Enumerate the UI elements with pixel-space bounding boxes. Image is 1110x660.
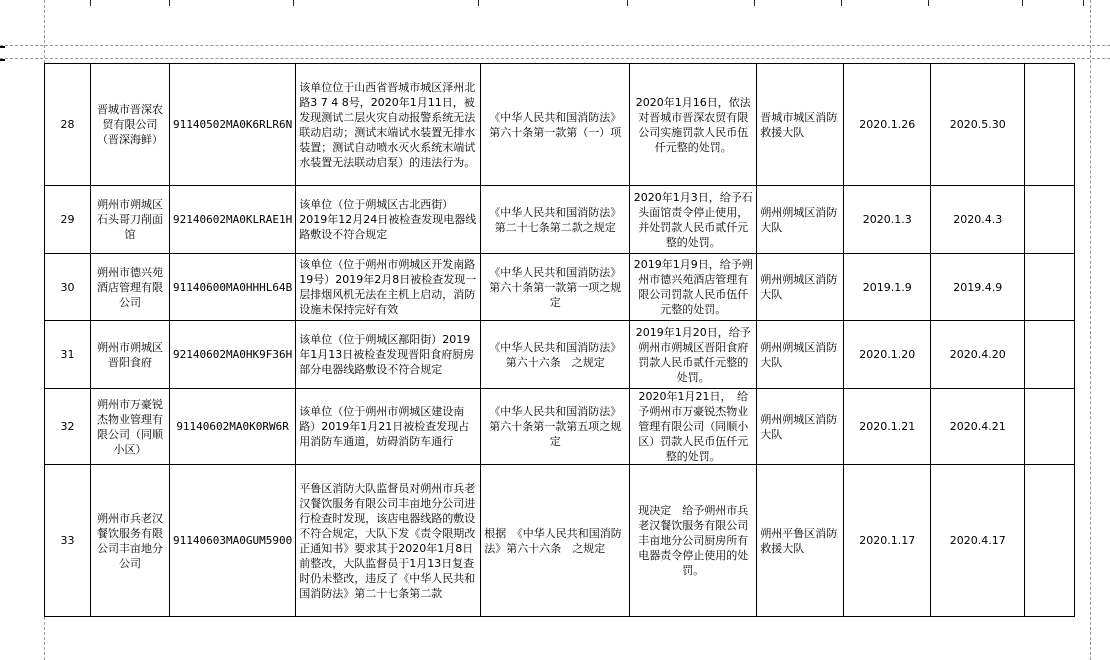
row-number: 28	[45, 64, 91, 186]
margin-marker	[0, 46, 5, 48]
decision-date: 2020.1.3	[844, 186, 931, 254]
authority: 晋城市城区消防救援大队	[757, 64, 844, 186]
ruler-tick	[478, 0, 479, 6]
decision-date: 2020.1.21	[844, 389, 931, 465]
decision-date: 2020.1.26	[844, 64, 931, 186]
violation-facts: 该单位位于山西省晋城市城区泽州北路3 7 4 8号，2020年1月11日，被发现测试二层火灾自动报警系统无法联动启动；测试末端试水装置无排水装置；测试自动喷水灭火系统末端试水装置无法联动启泵）的违法行为。	[296, 64, 481, 186]
authority: 朔州朔城区消防大队	[757, 186, 844, 254]
credit-code: 91140502MA0K6RLR6N	[170, 64, 296, 186]
authority: 朔州朔城区消防大队	[757, 321, 844, 389]
expiry-date: 2020.4.21	[931, 389, 1025, 465]
empty-cell	[1025, 64, 1075, 186]
violation-facts: 该单位（位于朔城区鄯阳街）2019年1月13日被检查发现晋阳食府厨房部分电器线路敷设不符合规定	[296, 321, 481, 389]
violation-facts: 该单位（位于朔州市朔城区建设南路）2019年1月21日被检查发现占用消防车通道，妨碍消防车通行	[296, 389, 481, 465]
ruler-tick	[841, 0, 842, 6]
expiry-date: 2020.4.3	[931, 186, 1025, 254]
legal-basis: 《中华人民共和国消防法》第二十七条第二款之规定	[481, 186, 630, 254]
entity-name: 晋城市晋深农贸有限公司（晋深海鲜）	[91, 64, 170, 186]
ruler-tick	[754, 0, 755, 6]
row-number: 29	[45, 186, 91, 254]
row-number: 31	[45, 321, 91, 389]
credit-code: 92140602MA0KLRAE1H	[170, 186, 296, 254]
penalty-decision: 现决定 给予朔州市兵老汉餐饮服务有限公司丰亩地分公司厨房所有电器责令停止使用的处罚。	[630, 465, 757, 617]
decision-date: 2020.1.17	[844, 465, 931, 617]
penalty-decision: 2019年1月9日，给予朔州市德兴苑酒店管理有限公司罚款人民币伍仟元整的处罚。	[630, 254, 757, 321]
violation-facts: 平鲁区消防大队监督员对朔州市兵老汉餐饮服务有限公司丰亩地分公司进行检查时发现，该店电器线路的敷设不符合规定，大队下发《责令限期改正通知书》要求其于2020年1月8日前整改，大队监督员于1月13日复查时仍未整改，违反了《中华人民共和国消防法》第二十七条第二款	[296, 465, 481, 617]
decision-date: 2020.1.20	[844, 321, 931, 389]
legal-basis: 《中华人民共和国消防法》第六十条第一款第一项之规定	[481, 254, 630, 321]
legal-basis: 《中华人民共和国消防法》第六十条第一款第（一）项	[481, 64, 630, 186]
penalty-decision: 2020年1月16日，依法对晋城市晋深农贸有限公司实施罚款人民币伍仟元整的处罚。	[630, 64, 757, 186]
credit-code: 91140603MA0GUM5900	[170, 465, 296, 617]
page-margin-line	[1090, 0, 1091, 660]
table-row	[45, 465, 1075, 617]
ruler-tick	[293, 0, 294, 6]
credit-code: 91140600MA0HHHL64B	[170, 254, 296, 321]
table-row	[45, 389, 1075, 465]
empty-cell	[1025, 321, 1075, 389]
expiry-date: 2020.5.30	[931, 64, 1025, 186]
ruler-tick	[1022, 0, 1023, 6]
credit-code: 92140602MA0HK9F36H	[170, 321, 296, 389]
authority: 朔州平鲁区消防救援大队	[757, 465, 844, 617]
margin-marker	[0, 59, 5, 61]
penalty-decision: 2020年1月21日， 给予朔州市万豪锐杰物业管理有限公司（同顺小区）罚款人民币伍仟元整的处罚。	[630, 389, 757, 465]
violation-facts: 该单位（位于朔城区古北西街）2019年12月24日被检查发现电器线路敷设不符合规定	[296, 186, 481, 254]
expiry-date: 2019.4.9	[931, 254, 1025, 321]
row-number: 30	[45, 254, 91, 321]
ruler-tick	[1083, 0, 1084, 6]
ruler-tick	[627, 0, 628, 6]
page-break-line	[0, 45, 1110, 46]
empty-cell	[1025, 186, 1075, 254]
page-break-line	[0, 58, 1110, 59]
legal-basis: 《中华人民共和国消防法》第六十条第一款第五项之规定	[481, 389, 630, 465]
entity-name: 朔州市朔城区石头哥刀削面馆	[91, 186, 170, 254]
row-number: 33	[45, 465, 91, 617]
entity-name: 朔州市德兴苑酒店管理有限公司	[91, 254, 170, 321]
empty-cell	[1025, 254, 1075, 321]
penalty-table	[44, 63, 1075, 617]
expiry-date: 2020.4.17	[931, 465, 1025, 617]
legal-basis: 根据 《中华人民共和国消防法》第六十六条 之规定	[481, 465, 630, 617]
ruler-tick	[169, 0, 170, 6]
table-row	[45, 321, 1075, 389]
ruler-tick	[928, 0, 929, 6]
row-number: 32	[45, 389, 91, 465]
authority: 朔州朔城区消防大队	[757, 254, 844, 321]
empty-cell	[1025, 389, 1075, 465]
expiry-date: 2020.4.20	[931, 321, 1025, 389]
ruler-tick	[90, 0, 91, 6]
entity-name: 朔州市兵老汉餐饮服务有限公司丰亩地分公司	[91, 465, 170, 617]
entity-name: 朔州市朔城区晋阳食府	[91, 321, 170, 389]
credit-code: 91140602MA0K0RW6R	[170, 389, 296, 465]
penalty-decision: 2019年1月20日，给予朔州市朔城区晋阳食府罚款人民币贰仟元整的处罚。	[630, 321, 757, 389]
empty-cell	[1025, 465, 1075, 617]
decision-date: 2019.1.9	[844, 254, 931, 321]
table-row	[45, 186, 1075, 254]
entity-name: 朔州市万豪锐杰物业管理有限公司（同顺小区）	[91, 389, 170, 465]
violation-facts: 该单位（位于朔州市朔城区开发南路19号）2019年2月8日被检查发现一层排烟风机无法在主机上启动，消防设施未保持完好有效	[296, 254, 481, 321]
penalty-decision: 2020年1月3日，给予石头面馆责令停止使用，并处罚款人民币贰仟元整的处罚。	[630, 186, 757, 254]
authority: 朔州朔城区消防大队	[757, 389, 844, 465]
table-row	[45, 64, 1075, 186]
legal-basis: 《中华人民共和国消防法》第六十六条 之规定	[481, 321, 630, 389]
table-row	[45, 254, 1075, 321]
